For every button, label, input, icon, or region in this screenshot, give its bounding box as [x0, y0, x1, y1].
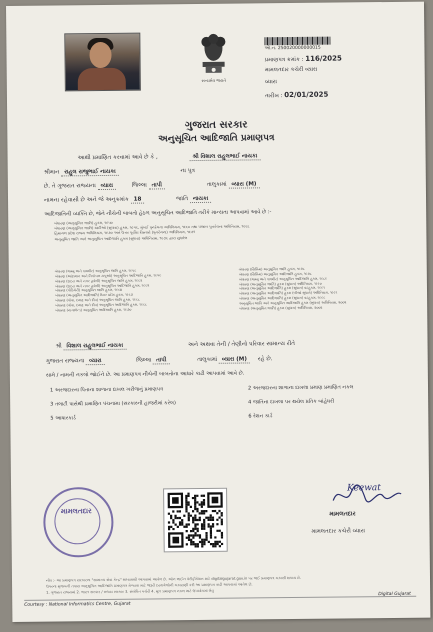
certificate-number: પ્રમાણપત્ર ક્રમાંક : 116/2025	[264, 54, 342, 64]
applicant-photo	[64, 33, 141, 92]
issuing-place: વ્યારા	[264, 79, 278, 86]
documents-left	[50, 382, 230, 426]
courtesy-text: Courtesy : National Informatics Centre, Gujarat	[24, 601, 131, 608]
residence-line: છે. તે ગુજરાત રાજ્યના વ્યારા જિલ્લા તાપી તાલુકામાં વ્યારા (M)	[44, 181, 260, 190]
seal-text: મામલતદાર	[60, 507, 92, 516]
family-member-name: વિશાલ રાહુલભાઈ નાયકા	[63, 343, 126, 351]
certificate-title: અનુસૂચિત આદિજાતિ પ્રમાણપત્ર	[158, 133, 275, 145]
document-item: 4 જાતિના દાખલા પર થયેલ પ્રતિક બાંહેધરી	[248, 398, 335, 406]
signatory-designation: મામલતદાર	[329, 510, 356, 518]
emblem-caption: સત્યમેવ જયતે	[201, 77, 227, 83]
orders-left-list: બંધારણ (જમ્મુ અને કાશ્મીર) અનુસૂચિત જાતિ હુકમ, ૧૯૫૬ બંધારણ (આંદામાન અને નિકોબાર ટાપુઓ) અનુસૂચિત આદિજાતિ હુકમ, ૧૯૫૯ બંધારણ (દાદરા અને નગર હવેલી) અનુસૂચિત જાતિ હુકમ, ૧૯૬૨ બંધારણ (દાદરા અને નગર હવેલી) અનુસૂચિત આદિજાતિ હુકમ, ૧૯૬૨ બંધારણ (પોંડિચેરી) અનુસૂચિત જાતિ હુકમ, ૧૯૬૪ બંધારણ (અનુસૂચિત આદિજાતિ) ઉત્તર પ્રદેશ હુકમ, ૧૯૬૭ બંધારણ (ગોવા, દમણ અને દીવ) અનુસૂચિત જાતિ હુકમ, ૧૯૬૮ બંધારણ (ગોવા, દમણ અને દીવ) અનુસૂચિત આદિજાતિ હુકમ, ૧૯૬૮ બંધારણ (નાગાલેન્ડ) અનુસૂચિત આદિજાતિ હુકમ, ૧૯૭૦	[54, 268, 162, 313]
signatory-office: મામલતદાર કચેરી વ્યારા	[311, 528, 365, 535]
applicant-name: શ્રી વિશાલ રાહુલભાઈ નાયકા	[189, 153, 260, 161]
document-item: 6 રેશન કાર્ડ	[248, 413, 273, 420]
official-seal	[43, 487, 114, 558]
father-line: શ્રીમાન રાહુલ રાજુભાઈ નાયકા ના પુત્ર	[43, 168, 195, 176]
residence2-line: ગુજરાત રાજ્યના વ્યારા જિલ્લા તાપી તાલુકામાં વ્યારા (M) રહે છે.	[45, 356, 273, 365]
document-item: 5 આધારકાર્ડ	[50, 415, 76, 422]
signature-text: Keewat	[347, 483, 381, 494]
barcode-number: ઓ.ન. 250020000000015	[264, 45, 321, 52]
intro-line: આથી પ્રમાણિત કરવામાં આવે છે કે , શ્રી વિશાલ રાહુલભાઈ નાયકા	[78, 153, 261, 162]
caste-line: નામના રહેવાસી છે અને જે અનુક્રમાંક 18 જાતિ નાયકા	[44, 196, 211, 205]
issue-date: તારીખ : 02/01/2025	[264, 90, 329, 100]
documents-right	[248, 380, 420, 424]
signature	[325, 478, 405, 513]
father-name: રાહુલ રાજુભાઈ નાયકા	[61, 169, 119, 177]
orders-intro: બંધારણ (અનુસૂચિત જાતિ) હુકમ, ૧૯૫૦ બંધારણ (અનુસૂચિત જાતિ) યાદીઓ (સુધારા) હુકમ, ૧૯૫૬, મુંબઈ પુનર્રચના અધિનિયમ, ૧૯૬૦ તથા પંજાબ પુનર્રચના અધિનિયમ, ૧૯૬૬ હિમાચલ પ્રદેશ રાજ્ય અધિનિયમ, ૧૯૭૦ અને ઉત્તર પૂર્વીય વિસ્તારો (પુનર્રચના) અધિનિયમ, ૧૯૭૧ અનુસૂચિત જાતિ અને અનુસૂચિત આદિજાતિ હુકમ (સુધારા) અધિનિયમ, ૧૯૭૬ દ્વારા સુધારેલ	[54, 220, 250, 242]
qr-code	[163, 488, 228, 553]
basis-line: સામે / નામની નકલો જોઈને છે. આ પ્રમાણપત્ર નીચેની બાબતોના આધારે કાઢી આપવામાં આવે છે.	[45, 370, 245, 379]
footer-divider	[24, 596, 416, 601]
government-title: ગુજરાત સરકાર	[184, 119, 248, 132]
recognition-line: આદિજાતિની વ્યક્તિ છે, જેને નીચેની બાબતો હેઠળ અનુસૂચિત આદિજાતિ તરીકે માન્યતા આપવામાં આવે છે :-	[44, 209, 272, 218]
digital-gujarat-brand: Digital Gujarat	[378, 591, 411, 598]
footer-note: નોંધ :- આ પ્રમાણપત્ર સરકારના "સામાન્ય સેવા કેન્દ્ર" માધ્યમથી આપવામાં આવેલ છે. ઓન લાઈન વેરીફીકેશન માટે digitalgujarat.gov.in પર જઈ પ્રમાણપત્ર ચકાસી શકાય છે. ઉપરના મુજબની તપાસ અનુસૂચિત આદિજાતિ પ્રમાણપત્ર મેળવવા માટે જરૂરી દસ્તાવેજોની ચકાસણી કરી આ પ્રમાણપત્ર કાઢી આપવામાં આવેલ છે. 1. ગુજરાત રાજ્યમાં 2. ભારત સરકાર / રાજ્ય સરકાર 3. સંબંધિત કચેરી 4. મૂળ પ્રમાણપત્ર નકલ માટે ઉપયોગમાં લેવું	[45, 575, 302, 595]
orders-right-list: બંધારણ (સિક્કિમ) અનુસૂચિત જાતિ હુકમ, ૧૯૭૮ બંધારણ (સિક્કિમ) અનુસૂચિત આદિજાતિ હુકમ, ૧૯૭૮ બંધારણ (જમ્મુ અને કાશ્મીર) અનુસૂચિત આદિજાતિ હુકમ, ૧૯૮૯ બંધારણ (અનુસૂચિત જાતિ) હુકમ (સુધારા) અધિનિયમ, ૧૯૯૦ બંધારણ (અનુસૂચિત આદિજાતિ) હુકમ (સુધારા) વટહુકમ, ૧૯૯૧ બંધારણ (અનુસૂચિત આદિજાતિ) હુકમ (બીજો સુધારો) અધિનિયમ, ૧૯૯૧ બંધારણ (અનુસૂચિત આદિજાતિ) હુકમ (સુધારા) વટહુકમ, ૧૯૯૬ અનુસૂચિત જાતિ અને અનુસૂચિત આદિજાતિ હુકમ (સુધારા) અધિનિયમ, ૨૦૦૨ બંધારણ (અનુસૂચિત જાતિ) હુકમ (સુધારા) અધિનિયમ, ૨૦૦૨	[238, 266, 347, 311]
certificate-page	[6, 2, 430, 622]
document-item: 3 તલાટી પાસેથી પ્રમાણિત પંચનામા (સરકારની હાજરીમાં કરેલ)	[50, 400, 176, 408]
national-emblem-icon	[196, 32, 230, 76]
family-line: શ્રી વિશાલ રાહુલભાઈ નાયકા અને અથવા તેની / તેણીનો પરિવાર સામાન્ય રીતે	[55, 340, 295, 350]
document-item: 1 અરજદારના પિતાના શાળાના દાખલ ખરીજનું પ્રમાણપત્ર	[49, 386, 164, 394]
issuing-office: મામલતદાર કચેરી વ્યારા	[264, 66, 318, 74]
document-item: 2 અરજદારના શાળાના દાખલા પ્રમાણ પ્રમાણિત નકલ	[247, 384, 354, 392]
